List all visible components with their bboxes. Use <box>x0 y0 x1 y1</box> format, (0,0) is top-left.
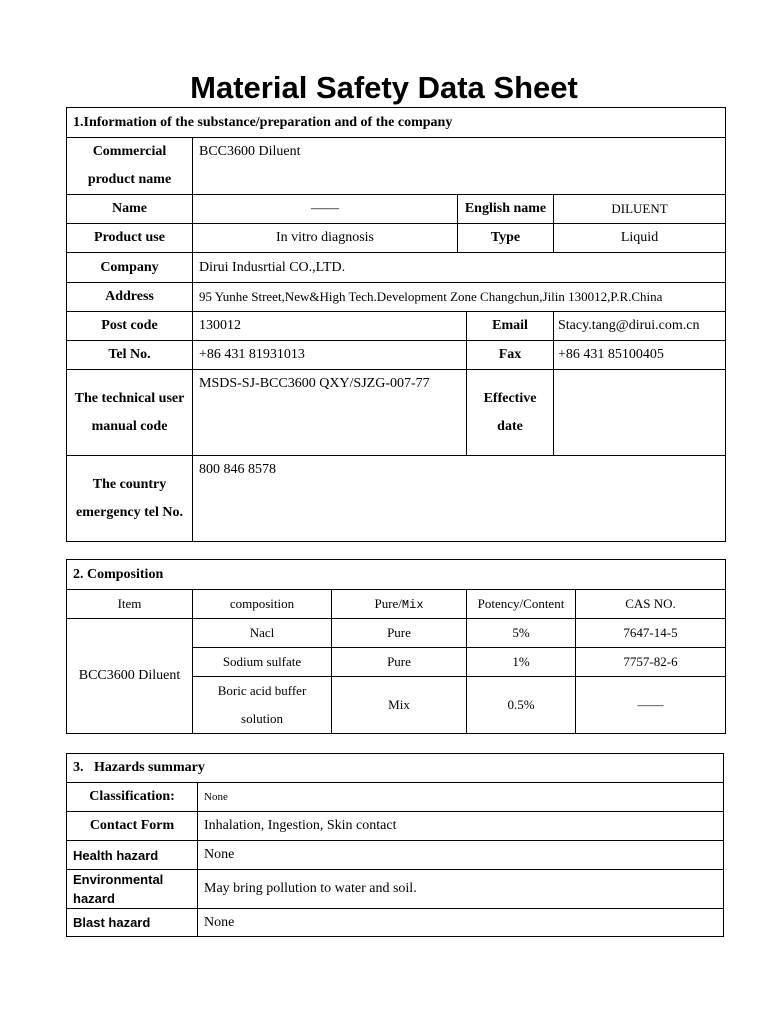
type-value: Liquid <box>554 224 726 253</box>
health-hazard-label: Health hazard <box>67 841 198 870</box>
potency-cell: 5% <box>467 619 576 648</box>
fax-value: +86 431 85100405 <box>554 341 726 370</box>
composition-cell: Nacl <box>193 619 332 648</box>
email-label: Email <box>467 312 554 341</box>
product-use-label: Product use <box>67 224 193 253</box>
english-name-label: English name <box>458 195 554 224</box>
effective-date-value <box>554 370 726 456</box>
address-value: 95 Yunhe Street,New&High Tech.Development Zone Changchun,Jilin 130012,P.R.China <box>193 283 726 312</box>
manual-code-value: MSDS-SJ-BCC3600 QXY/SJZG-007-77 <box>193 370 467 456</box>
item-name: BCC3600 Diluent <box>67 619 193 734</box>
commercial-name-value: BCC3600 Diluent <box>193 138 726 195</box>
potency-cell: 0.5% <box>467 677 576 734</box>
pure-cell: Pure <box>332 648 467 677</box>
classification-label: Classification: <box>67 783 198 812</box>
environmental-hazard-value: May bring pollution to water and soil. <box>198 870 724 909</box>
name-label: Name <box>67 195 193 224</box>
col-pure-mix-suffix: Mix <box>401 598 424 612</box>
section3-table <box>66 753 724 937</box>
col-cas: CAS NO. <box>576 590 726 619</box>
tel-value: +86 431 81931013 <box>193 341 467 370</box>
composition-cell: Sodium sulfate <box>193 648 332 677</box>
page-title: Material Safety Data Sheet <box>190 70 578 105</box>
section2-table <box>66 559 726 734</box>
email-value: Stacy.tang@dirui.com.cn <box>554 312 726 341</box>
contact-form-label: Contact Form <box>67 812 198 841</box>
emergency-tel-label: The country emergency tel No. <box>67 456 193 542</box>
manual-code-label: The technical user manual code <box>67 370 193 456</box>
classification-value: None <box>198 783 724 812</box>
fax-label: Fax <box>467 341 554 370</box>
potency-cell: 1% <box>467 648 576 677</box>
col-item: Item <box>67 590 193 619</box>
contact-form-value: Inhalation, Ingestion, Skin contact <box>198 812 724 841</box>
type-label: Type <box>458 224 554 253</box>
pure-cell: Pure <box>332 619 467 648</box>
col-pure-prefix: Pure/ <box>374 596 402 611</box>
section1-header: 1.Information of the substance/preparation and of the company <box>67 108 726 138</box>
health-hazard-value: None <box>198 841 724 870</box>
pure-cell: Mix <box>332 677 467 734</box>
table-row <box>67 619 726 648</box>
blast-hazard-label: Blast hazard <box>67 909 198 937</box>
company-value: Dirui Indusrtial CO.,LTD. <box>193 253 726 283</box>
cas-cell: 7647-14-5 <box>576 619 726 648</box>
product-use-value: In vitro diagnosis <box>193 224 458 253</box>
address-label: Address <box>67 283 193 312</box>
name-value: —— <box>193 195 458 224</box>
postcode-label: Post code <box>67 312 193 341</box>
section3-header: 3. Hazards summary <box>67 754 724 783</box>
blast-hazard-value: None <box>198 909 724 937</box>
english-name-value: DILUENT <box>554 195 726 224</box>
col-pure-mix <box>332 590 467 619</box>
company-label: Company <box>67 253 193 283</box>
environmental-hazard-label: Environmental hazard <box>67 870 198 909</box>
emergency-tel-value: 800 846 8578 <box>193 456 726 542</box>
tel-label: Tel No. <box>67 341 193 370</box>
cas-cell: —— <box>576 677 726 734</box>
postcode-value: 130012 <box>193 312 467 341</box>
cas-cell: 7757-82-6 <box>576 648 726 677</box>
col-composition: composition <box>193 590 332 619</box>
composition-cell: Boric acid buffer solution <box>193 677 332 734</box>
section1-table <box>66 107 726 542</box>
section2-header: 2. Composition <box>67 560 726 590</box>
commercial-name-label: Commercial product name <box>67 138 193 195</box>
col-potency: Potency/Content <box>467 590 576 619</box>
effective-date-label: Effective date <box>467 370 554 456</box>
